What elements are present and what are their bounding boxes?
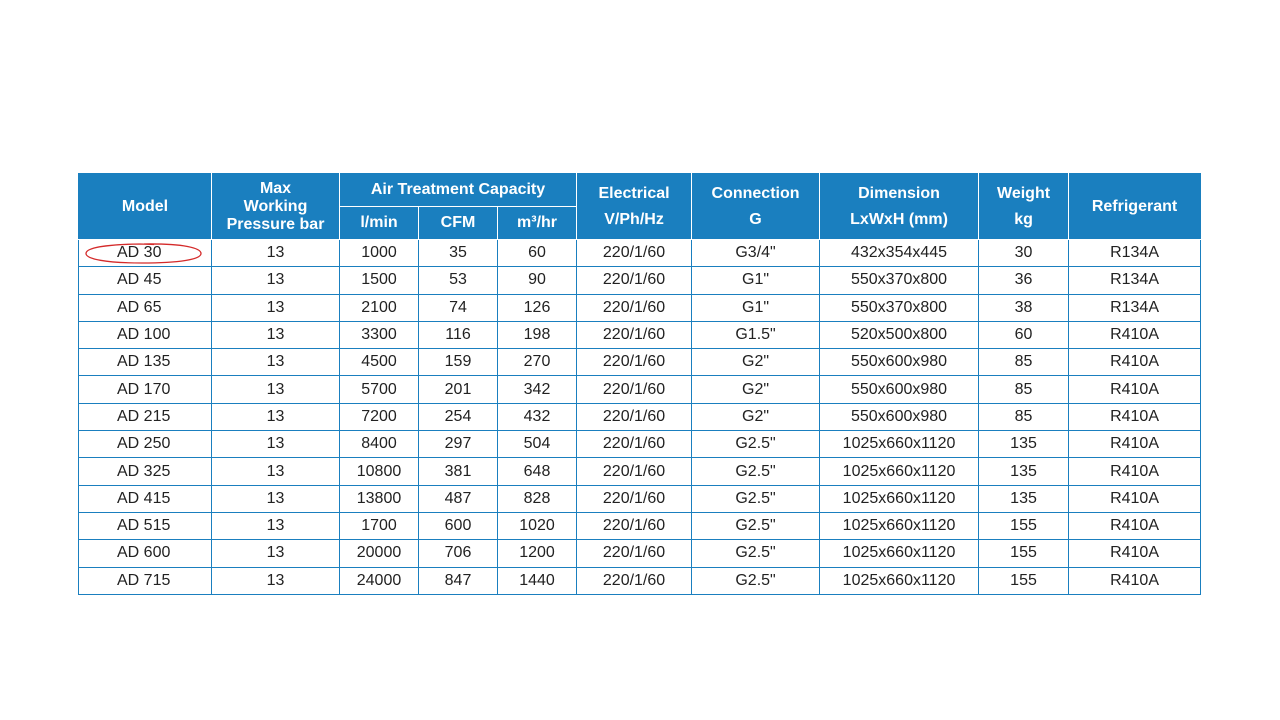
header-weight-line2: kg [1014, 210, 1033, 228]
cell-pressure: 13 [212, 376, 340, 403]
cell-pressure: 13 [212, 294, 340, 321]
cell-electrical: 220/1/60 [577, 403, 692, 430]
cell-pressure: 13 [212, 403, 340, 430]
cell-cfm: 74 [419, 294, 498, 321]
cell-m3hr: 198 [498, 321, 577, 348]
cell-weight: 60 [979, 321, 1069, 348]
cell-model [79, 240, 212, 267]
table-row [79, 349, 1201, 376]
cell-connection: G2" [692, 376, 820, 403]
cell-lmin: 3300 [340, 321, 419, 348]
cell-refrigerant: R410A [1069, 512, 1201, 539]
header-refrigerant: Refrigerant [1069, 174, 1201, 240]
cell-connection: G2.5" [692, 485, 820, 512]
cell-lmin: 8400 [340, 431, 419, 458]
cell-m3hr: 504 [498, 431, 577, 458]
cell-refrigerant: R410A [1069, 485, 1201, 512]
cell-lmin: 10800 [340, 458, 419, 485]
cell-m3hr: 432 [498, 403, 577, 430]
header-weight-line1: Weight [997, 184, 1051, 202]
cell-m3hr: 1200 [498, 540, 577, 567]
header-model: Model [79, 174, 212, 240]
cell-model [79, 540, 212, 567]
cell-cfm: 159 [419, 349, 498, 376]
model-label: AD 135 [117, 353, 171, 371]
cell-connection: G2.5" [692, 540, 820, 567]
cell-m3hr: 1020 [498, 512, 577, 539]
cell-weight: 30 [979, 240, 1069, 267]
cell-model [79, 376, 212, 403]
cell-electrical: 220/1/60 [577, 294, 692, 321]
cell-refrigerant: R410A [1069, 376, 1201, 403]
cell-m3hr: 270 [498, 349, 577, 376]
cell-dimension: 1025x660x1120 [820, 458, 979, 485]
cell-refrigerant: R410A [1069, 349, 1201, 376]
cell-pressure: 13 [212, 485, 340, 512]
cell-weight: 155 [979, 567, 1069, 594]
cell-pressure: 13 [212, 321, 340, 348]
cell-weight: 155 [979, 512, 1069, 539]
cell-electrical: 220/1/60 [577, 267, 692, 294]
cell-dimension: 1025x660x1120 [820, 431, 979, 458]
table-row [79, 540, 1201, 567]
cell-weight: 36 [979, 267, 1069, 294]
header-dimension-line1: Dimension [858, 184, 940, 202]
cell-cfm: 53 [419, 267, 498, 294]
header-pressure-line2: Working [243, 197, 308, 215]
cell-refrigerant: R134A [1069, 267, 1201, 294]
cell-pressure: 13 [212, 431, 340, 458]
cell-pressure: 13 [212, 540, 340, 567]
cell-refrigerant: R410A [1069, 431, 1201, 458]
table-row [79, 458, 1201, 485]
cell-dimension: 550x370x800 [820, 294, 979, 321]
model-label: AD 45 [117, 271, 162, 289]
cell-electrical: 220/1/60 [577, 567, 692, 594]
cell-cfm: 381 [419, 458, 498, 485]
header-pressure [212, 174, 340, 240]
cell-cfm: 116 [419, 321, 498, 348]
cell-weight: 135 [979, 458, 1069, 485]
table-row [79, 376, 1201, 403]
cell-electrical: 220/1/60 [577, 485, 692, 512]
cell-refrigerant: R410A [1069, 403, 1201, 430]
cell-dimension: 550x600x980 [820, 376, 979, 403]
cell-lmin: 24000 [340, 567, 419, 594]
model-label: AD 100 [117, 326, 171, 344]
cell-pressure: 13 [212, 512, 340, 539]
header-pressure-line1: Max [259, 179, 292, 197]
cell-connection: G2.5" [692, 458, 820, 485]
cell-refrigerant: R134A [1069, 240, 1201, 267]
cell-m3hr: 828 [498, 485, 577, 512]
cell-electrical: 220/1/60 [577, 321, 692, 348]
cell-model [79, 403, 212, 430]
cell-lmin: 20000 [340, 540, 419, 567]
cell-cfm: 35 [419, 240, 498, 267]
header-capacity-cfm: CFM [419, 207, 498, 240]
cell-electrical: 220/1/60 [577, 376, 692, 403]
cell-model [79, 512, 212, 539]
cell-m3hr: 1440 [498, 567, 577, 594]
cell-cfm: 254 [419, 403, 498, 430]
cell-weight: 85 [979, 349, 1069, 376]
cell-dimension: 550x600x980 [820, 349, 979, 376]
cell-refrigerant: R410A [1069, 540, 1201, 567]
cell-pressure: 13 [212, 267, 340, 294]
dryer-spec-table [78, 173, 1201, 595]
table-row [79, 267, 1201, 294]
cell-lmin: 1700 [340, 512, 419, 539]
cell-weight: 85 [979, 403, 1069, 430]
cell-m3hr: 126 [498, 294, 577, 321]
cell-dimension: 1025x660x1120 [820, 512, 979, 539]
header-connection-line2: G [749, 210, 762, 228]
cell-electrical: 220/1/60 [577, 431, 692, 458]
model-label: AD 215 [117, 407, 171, 425]
table-row [79, 567, 1201, 594]
model-label: AD 170 [117, 380, 171, 398]
table-row [79, 431, 1201, 458]
cell-connection: G1" [692, 294, 820, 321]
cell-model [79, 349, 212, 376]
header-electrical [577, 174, 692, 240]
cell-connection: G3/4" [692, 240, 820, 267]
cell-m3hr: 342 [498, 376, 577, 403]
header-electrical-line1: Electrical [598, 184, 670, 202]
cell-lmin: 4500 [340, 349, 419, 376]
model-label: AD 250 [117, 435, 171, 453]
cell-pressure: 13 [212, 567, 340, 594]
cell-cfm: 487 [419, 485, 498, 512]
cell-pressure: 13 [212, 458, 340, 485]
cell-m3hr: 60 [498, 240, 577, 267]
cell-weight: 85 [979, 376, 1069, 403]
cell-connection: G2.5" [692, 567, 820, 594]
cell-lmin: 2100 [340, 294, 419, 321]
header-pressure-line3: Pressure bar [226, 215, 325, 233]
cell-electrical: 220/1/60 [577, 512, 692, 539]
cell-pressure: 13 [212, 240, 340, 267]
cell-connection: G2.5" [692, 431, 820, 458]
cell-dimension: 1025x660x1120 [820, 567, 979, 594]
cell-electrical: 220/1/60 [577, 349, 692, 376]
model-label: AD 715 [117, 571, 171, 589]
cell-model [79, 267, 212, 294]
cell-connection: G1.5" [692, 321, 820, 348]
cell-weight: 155 [979, 540, 1069, 567]
cell-lmin: 5700 [340, 376, 419, 403]
cell-m3hr: 90 [498, 267, 577, 294]
cell-dimension: 432x354x445 [820, 240, 979, 267]
cell-model [79, 485, 212, 512]
header-dimension [820, 174, 979, 240]
table-row [79, 485, 1201, 512]
cell-refrigerant: R410A [1069, 567, 1201, 594]
cell-weight: 135 [979, 485, 1069, 512]
model-label: AD 415 [117, 489, 171, 507]
cell-model [79, 567, 212, 594]
model-label: AD 65 [117, 298, 162, 316]
table-row [79, 294, 1201, 321]
header-electrical-line2: V/Ph/Hz [604, 210, 664, 228]
model-label: AD 600 [117, 544, 171, 562]
header-dimension-line2: LxWxH (mm) [850, 210, 948, 228]
cell-electrical: 220/1/60 [577, 458, 692, 485]
header-connection-line1: Connection [711, 184, 800, 202]
cell-connection: G2.5" [692, 512, 820, 539]
cell-model [79, 294, 212, 321]
cell-dimension: 1025x660x1120 [820, 485, 979, 512]
cell-m3hr: 648 [498, 458, 577, 485]
table-row [79, 321, 1201, 348]
cell-connection: G1" [692, 267, 820, 294]
header-connection [692, 174, 820, 240]
cell-dimension: 550x370x800 [820, 267, 979, 294]
cell-dimension: 550x600x980 [820, 403, 979, 430]
header-capacity-group: Air Treatment Capacity [340, 174, 577, 207]
cell-connection: G2" [692, 349, 820, 376]
cell-dimension: 520x500x800 [820, 321, 979, 348]
cell-pressure: 13 [212, 349, 340, 376]
cell-refrigerant: R410A [1069, 321, 1201, 348]
cell-weight: 38 [979, 294, 1069, 321]
cell-cfm: 201 [419, 376, 498, 403]
cell-lmin: 13800 [340, 485, 419, 512]
model-label: AD 515 [117, 517, 171, 535]
cell-connection: G2" [692, 403, 820, 430]
cell-lmin: 7200 [340, 403, 419, 430]
table-row [79, 403, 1201, 430]
spec-table-container [78, 173, 1200, 595]
cell-dimension: 1025x660x1120 [820, 540, 979, 567]
cell-model [79, 458, 212, 485]
cell-cfm: 847 [419, 567, 498, 594]
cell-model [79, 321, 212, 348]
cell-lmin: 1000 [340, 240, 419, 267]
cell-cfm: 297 [419, 431, 498, 458]
cell-cfm: 706 [419, 540, 498, 567]
header-capacity-m3hr: m³/hr [498, 207, 577, 240]
cell-electrical: 220/1/60 [577, 540, 692, 567]
cell-model [79, 431, 212, 458]
cell-refrigerant: R410A [1069, 458, 1201, 485]
cell-cfm: 600 [419, 512, 498, 539]
spec-table-body [79, 240, 1201, 595]
model-label: AD 325 [117, 462, 171, 480]
header-capacity-lmin: l/min [340, 207, 419, 240]
cell-lmin: 1500 [340, 267, 419, 294]
cell-weight: 135 [979, 431, 1069, 458]
table-row [79, 512, 1201, 539]
header-weight [979, 174, 1069, 240]
cell-electrical: 220/1/60 [577, 240, 692, 267]
model-label: AD 30 [117, 244, 162, 262]
table-row [79, 240, 1201, 267]
cell-refrigerant: R134A [1069, 294, 1201, 321]
